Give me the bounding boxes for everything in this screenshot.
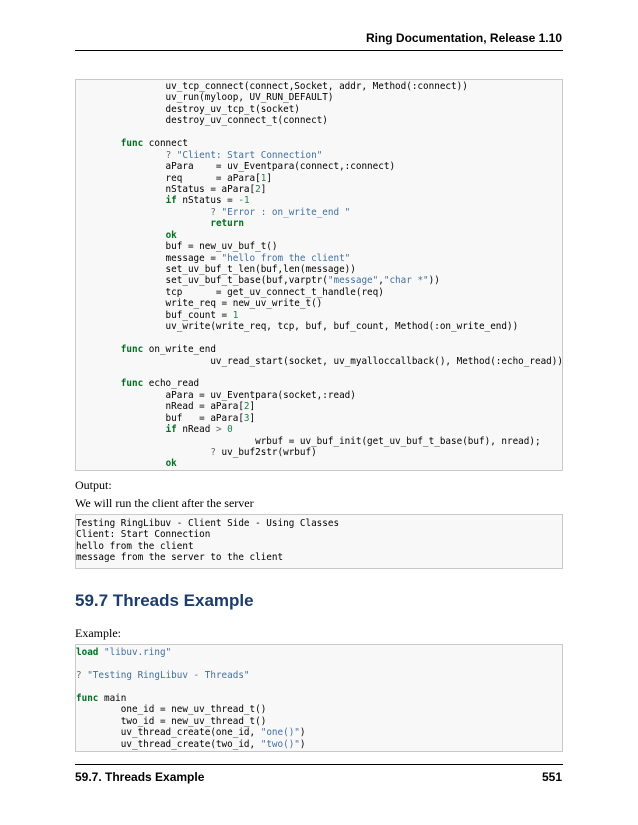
code-token: buf = aPara[	[76, 412, 244, 424]
code-token: message from the server to the client	[76, 552, 284, 564]
code-token: if	[165, 424, 177, 436]
code-token: )	[299, 738, 306, 750]
section-title: 59.7 Threads Example	[75, 591, 254, 610]
code-token: "Client: Start Connection"	[176, 149, 323, 161]
code-token: main	[98, 692, 127, 704]
code-token: "one()"	[260, 727, 300, 739]
footer-rule	[75, 764, 563, 765]
code-token: 2	[255, 183, 261, 195]
code-token: ?	[165, 149, 177, 161]
code-token: wrbuf = uv_buf_init(get_uv_buf_t_base(buf), nread);	[76, 435, 541, 447]
code-line	[76, 275, 562, 286]
code-line	[76, 115, 562, 126]
code-line	[76, 413, 562, 424]
code-line	[76, 195, 562, 206]
code-line	[76, 670, 562, 681]
code-token: "Error : on_write_end "	[221, 206, 351, 218]
code-token: )	[299, 727, 306, 739]
code-line	[76, 161, 562, 172]
code-token: "hello from the client"	[221, 252, 351, 264]
code-token: "char *"	[383, 275, 429, 287]
code-line	[76, 739, 562, 750]
code-token: echo_read	[143, 378, 200, 390]
code-block-client	[75, 79, 563, 471]
code-line	[76, 321, 562, 332]
code-token: uv_thread_create(one_id,	[76, 727, 261, 739]
example-label: Example:	[75, 626, 121, 640]
code-token: load	[76, 647, 99, 658]
code-line	[76, 230, 562, 241]
code-token: one_id = new_uv_thread_t()	[76, 704, 267, 716]
code-token: 0	[227, 424, 233, 436]
code-token: two_id = new_uv_thread_t()	[76, 715, 267, 727]
code-line	[76, 138, 562, 149]
code-token: on_write_end	[143, 344, 216, 356]
output-label: Output:	[75, 478, 112, 492]
code-token: nRead	[176, 424, 216, 436]
code-token: uv_tcp_connect(connect,Socket, addr, Method(:connect))	[76, 81, 468, 92]
page-header-title: Ring Documentation, Release 1.10	[365, 31, 562, 45]
code-line	[76, 104, 562, 115]
code-line	[76, 150, 562, 161]
code-token	[76, 218, 210, 229]
code-token	[76, 207, 210, 218]
code-token: 2	[243, 401, 250, 413]
code-token: set_uv_buf_t_len(buf,len(message))	[76, 264, 356, 275]
code-line	[76, 458, 562, 469]
code-line	[76, 298, 562, 309]
code-token: buf_count =	[76, 309, 233, 321]
code-block-threads	[75, 644, 563, 752]
code-token: ]	[249, 401, 256, 413]
code-line	[76, 658, 562, 669]
code-token: aPara = uv_Eventpara(connect,:connect)	[76, 161, 396, 173]
code-token: ]	[266, 172, 272, 184]
code-line	[76, 241, 562, 252]
code-line	[76, 541, 562, 552]
code-token: "libuv.ring"	[104, 647, 172, 658]
code-line	[76, 207, 562, 218]
code-token	[76, 230, 166, 241]
code-line	[76, 92, 562, 103]
code-token: ?	[76, 669, 88, 681]
code-token: return	[210, 218, 244, 230]
code-line	[76, 344, 562, 355]
code-token: 1	[232, 309, 239, 321]
code-token: write_req = new_uv_write_t()	[76, 298, 323, 310]
code-token	[76, 344, 121, 355]
code-token	[76, 195, 166, 206]
client-note: We will run the client after the server	[75, 496, 254, 510]
code-token: if	[165, 195, 177, 207]
code-token: Client: Start Connection	[76, 529, 211, 541]
code-token: func	[120, 378, 144, 390]
code-token: ?	[210, 206, 222, 218]
code-token	[76, 138, 121, 149]
code-token: tcp = get_uv_connect_t_handle(req)	[76, 286, 384, 298]
code-token: uv_read_start(socket, uv_myalloccallback(), Method(:echo_read))	[76, 355, 563, 367]
code-line	[76, 253, 562, 264]
code-token	[76, 378, 121, 389]
code-token: destroy_uv_connect_t(connect)	[76, 115, 328, 127]
code-line	[76, 647, 562, 658]
code-token: ,	[378, 275, 384, 287]
code-line	[76, 81, 562, 92]
code-token: nStatus =	[176, 195, 239, 207]
code-token: >	[215, 424, 222, 436]
code-token: aPara = uv_Eventpara(socket,:read)	[76, 389, 356, 401]
code-line	[76, 436, 562, 447]
code-line	[76, 518, 562, 529]
code-token: 3	[243, 412, 250, 424]
code-token: hello from the client	[76, 540, 194, 552]
code-token: nRead = aPara[	[76, 401, 244, 413]
code-line	[76, 218, 562, 229]
footer-section: 59.7. Threads Example	[75, 770, 205, 784]
code-token: uv_run(myloop, UV_RUN_DEFAULT)	[76, 92, 334, 104]
code-line	[76, 333, 562, 344]
code-line	[76, 447, 562, 458]
header-rule	[75, 50, 563, 51]
code-token: ?	[210, 447, 222, 458]
code-token	[76, 424, 166, 435]
code-line	[76, 401, 562, 412]
code-line	[76, 390, 562, 401]
code-token: req = aPara[	[76, 172, 261, 184]
code-token: func	[120, 138, 144, 150]
code-line	[76, 367, 562, 378]
code-token: func	[120, 344, 144, 356]
code-token	[76, 150, 166, 161]
code-line	[76, 378, 562, 389]
code-line	[76, 727, 562, 738]
code-token: ]	[249, 412, 256, 424]
code-token: destroy_uv_tcp_t(socket)	[76, 103, 300, 115]
code-token: "message"	[327, 275, 379, 287]
code-token: "two()"	[260, 738, 300, 750]
code-token: connect	[143, 138, 188, 150]
code-token: uv_write(write_req, tcp, buf, buf_count, Method(:on_write_end))	[76, 321, 519, 333]
footer-page-number: 551	[541, 770, 562, 784]
code-token: ok	[165, 458, 177, 470]
code-token: uv_buf2str(wrbuf)	[221, 447, 317, 458]
code-line	[76, 127, 562, 138]
code-line	[76, 264, 562, 275]
code-line	[76, 704, 562, 715]
code-token: func	[76, 692, 99, 704]
code-token: uv_thread_create(two_id,	[76, 738, 261, 750]
code-token: Testing RingLibuv - Client Side - Using Classes	[76, 518, 340, 529]
code-token: "Testing RingLibuv - Threads"	[87, 669, 250, 681]
code-token: -1	[238, 195, 250, 207]
code-token: nStatus = aPara[	[76, 183, 256, 195]
code-line	[76, 529, 562, 540]
code-token: set_uv_buf_t_base(buf,varptr(	[76, 275, 328, 287]
code-token	[76, 458, 166, 469]
code-token: ]	[260, 183, 267, 195]
code-token: 1	[260, 172, 267, 184]
code-line	[76, 310, 562, 321]
code-line	[76, 184, 562, 195]
code-token: ))	[428, 275, 440, 287]
code-line	[76, 693, 562, 704]
code-line	[76, 552, 562, 563]
code-token	[76, 447, 210, 458]
code-line	[76, 287, 562, 298]
code-line	[76, 424, 562, 435]
code-token: message =	[76, 252, 222, 264]
code-line	[76, 173, 562, 184]
code-line	[76, 356, 562, 367]
code-line	[76, 716, 562, 727]
code-block-output	[75, 514, 563, 569]
code-line	[76, 681, 562, 692]
code-token: buf = new_uv_buf_t()	[76, 241, 278, 253]
code-token: ok	[165, 229, 177, 241]
